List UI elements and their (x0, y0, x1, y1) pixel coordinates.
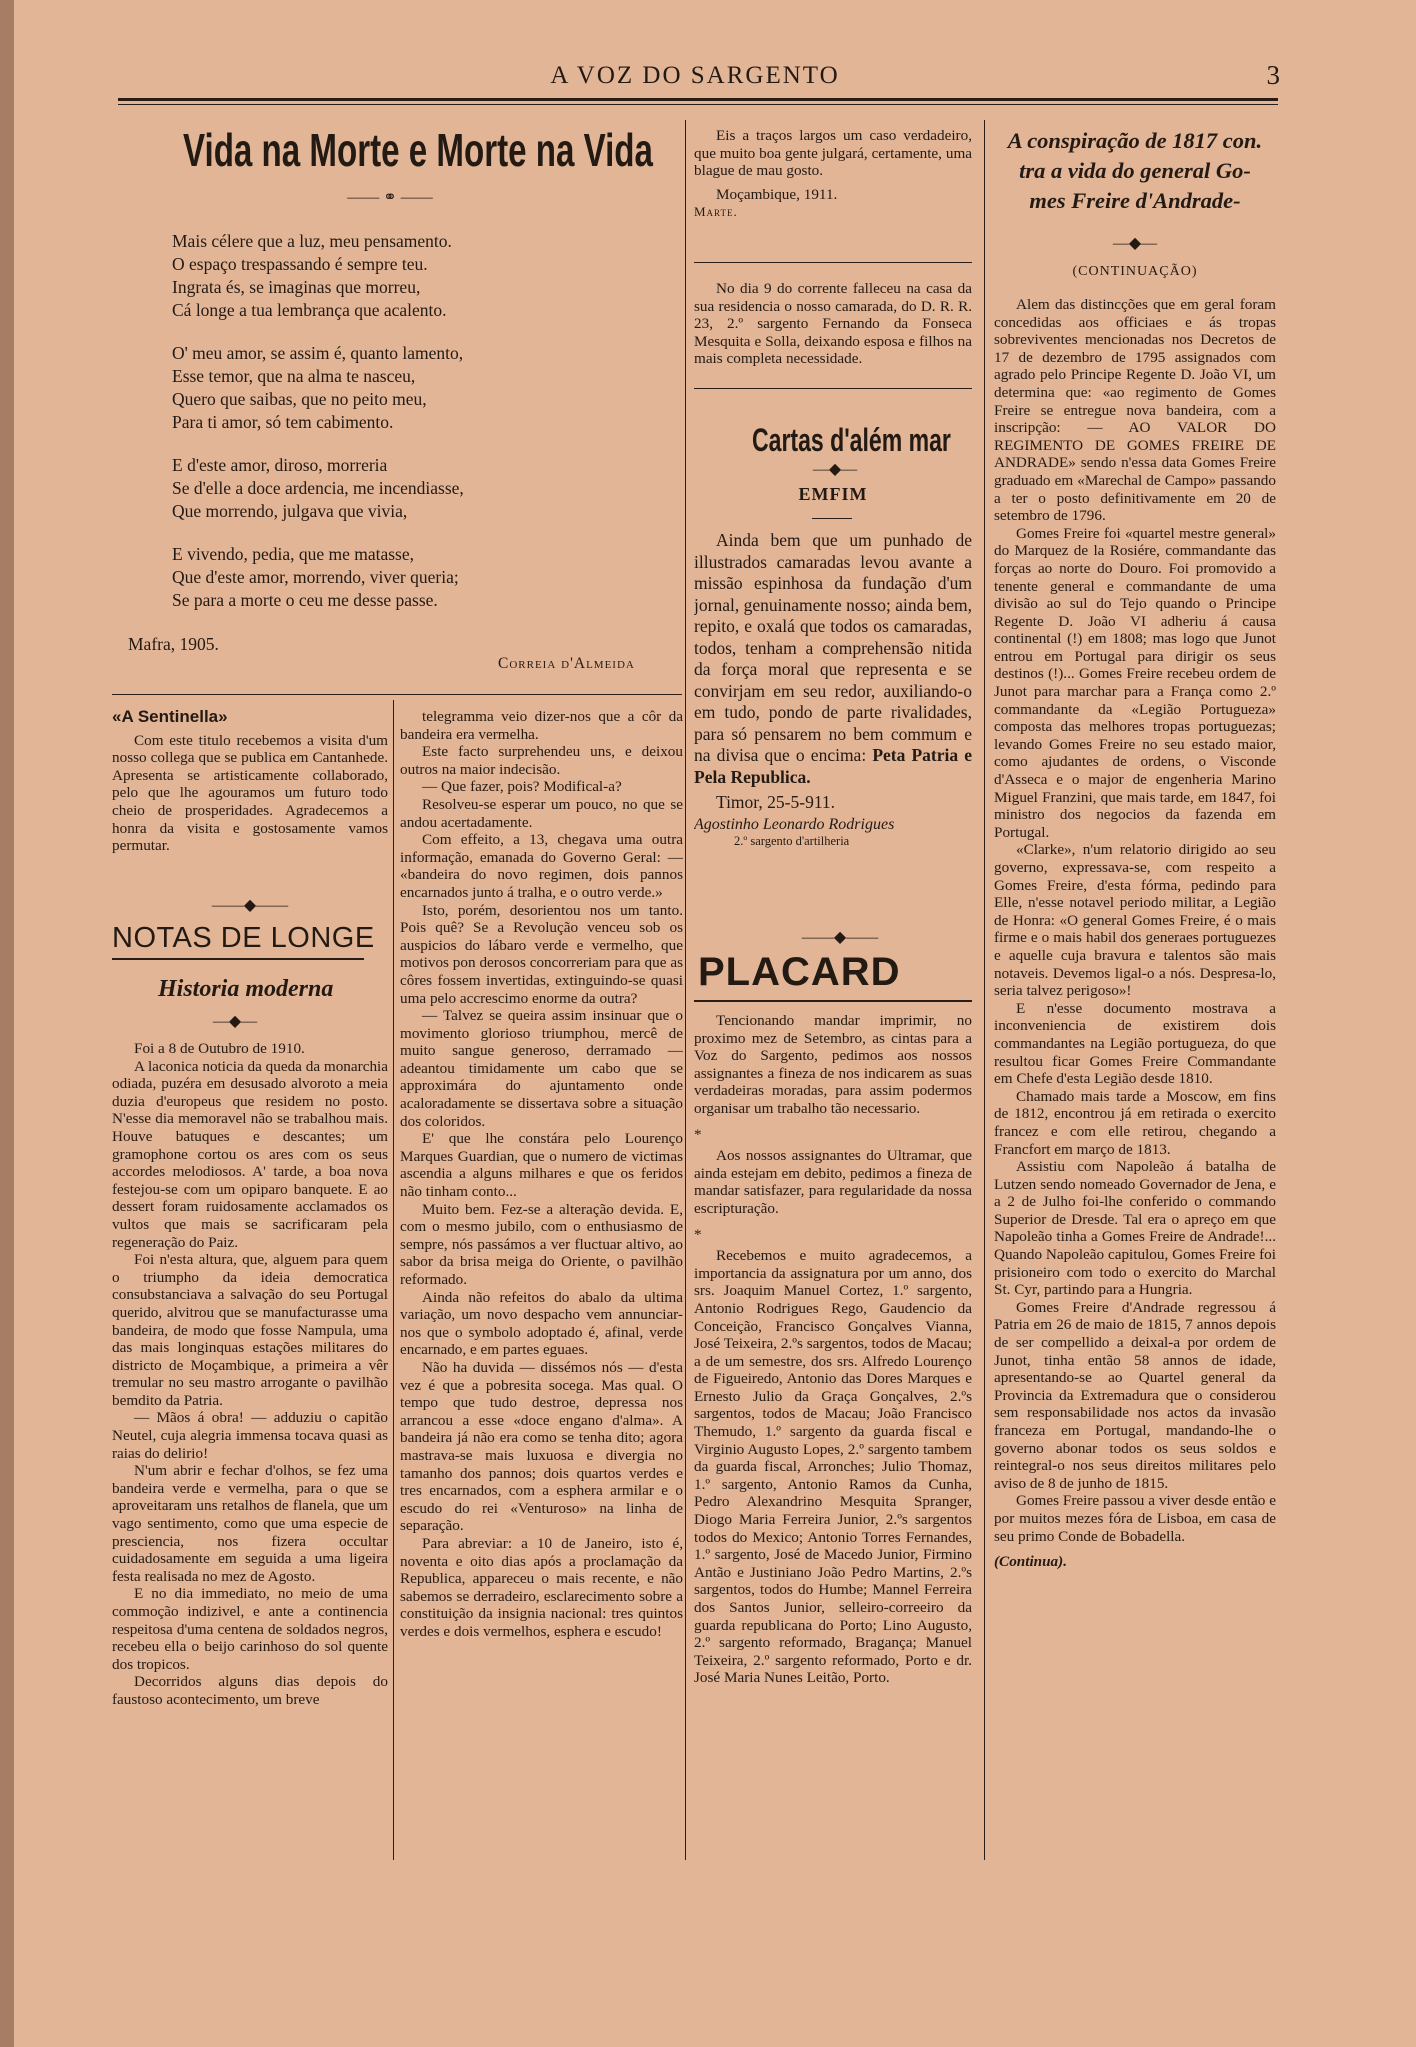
poem-line: Para ti amor, só tem cabimento. (172, 412, 394, 432)
notas-paragraph: — Que fazer, pois? Modifical-a? (422, 778, 622, 796)
notas-column-b (400, 708, 683, 1640)
notas-paragraph: telegramma veio dizer-nos que a côr da bandeira era vermelha. (400, 708, 683, 743)
obituary (694, 280, 972, 368)
conspiracao-body (994, 296, 1276, 1856)
placard-star-2: * (694, 1225, 702, 1243)
cartas-subtitle: EMFIM (798, 484, 868, 504)
placard-paragraph-1: Tencionando mandar imprimir, no proximo mez de Setembro, as cintas para a Voz do Sargento, pedimos aos nossos assignantes a fineza de nos indicarem as suas verdadeiras moradas, para assim podermos organisar um trabalho tão necessario. (694, 1012, 972, 1117)
cartas-place-date: Timor, 25-5-911. (716, 792, 836, 812)
cartas-author: Agostinho Leonardo Rodrigues (694, 815, 895, 833)
notas-paragraph: Foi a 8 de Outubro de 1910. (134, 1040, 305, 1057)
notas-paragraph: Não ha duvida — dissémos nós — d'esta vez é que a pobresita socega. Mas qual. O tempo que tudo destroe, depressa nos arrancou a esse «doce engano d'alma». A bandeira já não era como se tenha dito; agora mastrava-se mais luxuosa e divergia no tamanho dos pannos; dois quartos verdes e tres encarnados, com a esphera armilar e o escudo do rei «Venturoso» na linha de separação. (400, 1358, 683, 1535)
page-edge-shadow (0, 0, 14, 2047)
notas-paragraph: Decorridos alguns dias depois do faustoso acontecimento, um breve (112, 1673, 388, 1708)
cartas-ornament: —◆— (812, 461, 858, 478)
notas-paragraph: N'um abrir e fechar d'olhos, se fez uma bandeira verde e vermelha, para o que se aproveitaram uns retalhos de flanela, que um vago sentimento, como que uma especie de presciencia, nos fizera occultar cuidadosamente em seguida a uma ligeira festa realisada no mez de Agosto. (112, 1462, 388, 1585)
poem-line: Esse temor, que na alma te nasceu, (172, 366, 416, 386)
conspiracao-paragraph: Gomes Freire d'Andrade regressou á Patria em 26 de maio de 1815, 7 annos depois de ser compellido a deixal-a por ordem de Junot, tinha então 58 annos de idade, apresentando-se ao Quartel general da Provincia da Extremadura que o considerou sem responsabilidade nos actos da invasão franceza em Portugal, mandando-lhe o governo abonar todos os seus soldos e reintegral-o nos seus direitos militares pelo aviso de 8 de junho de 1815. (994, 1298, 1276, 1492)
poem-line: O' meu amor, se assim é, quanto lamento, (172, 343, 464, 363)
placard-body (694, 1012, 972, 1687)
poem-line: Mais célere que a luz, meu pensamento. (172, 231, 452, 251)
short-rule (812, 518, 852, 519)
column-divider (685, 120, 686, 1860)
poem-line: E d'este amor, diroso, morreria (172, 455, 388, 475)
conspiracao-paragraph: Assistiu com Napoleão á batalha de Lutzen sendo nomeado Governador de Jena, e a 2 de Julho foi-lhe conferido o commando Superior de Dresde. Tal era o apreço em que Napoleão tinha a Gomes Freire de Andrade!... Quando Napoleão capitulou, Gomes Freire foi prisioneiro com todo o exercito do Marchal St. Cyr, partindo para a Hungria. (994, 1158, 1276, 1299)
poem-title: Vida na Morte e Morte na Vida (183, 124, 653, 176)
page-number: 3 (1266, 60, 1280, 90)
placard-star-1: * (694, 1125, 702, 1143)
poem-line: Quero que saibas, que no peito meu, (172, 389, 427, 409)
conspiracao-paragraph: Gomes Freire passou a viver desde então e por muitos mezes fóra de Lisboa, em casa de seu primo Conde de Bobadella. (994, 1492, 1276, 1545)
placard-paragraph-3: Recebemos e muito agradecemos, a importancia da assignatura por um anno, dos srs. Joaquim Manuel Cortez, 1.º sargento, Antonio Rodrigues Rego, Gaudencio da Conceição, Francisco Gonçalves Vianna, José Teixeira, 2.ºs sargentos, todos de Macau; a de um semestre, dos srs. Alfredo Lourenço de Figueiredo, Antonio das Dores Marques e Ernesto Julio da Graça Gonçalves, 2.ºs sargentos, todos de Macau; João Francisco Themudo, 1.º sargento da guarda fiscal e Virginio Augusto Lopes, 2.º sargento tambem da guarda fiscal, Arronches; Julio Thomaz, 1.º sargento, Antonio Ramos da Cunha, Pedro Alexandrino Mesquita Spranger, Diogo Maria Ferreira Junior, 2.ºs sargentos todos do Mexico; Antonio Torres Fernandes, 1.º sargento, José de Macedo Junior, Firmino Antão e Justiniano João Pedro Martins, 2.ºs sargentos, todos do Humbe; Mannel Ferreira dos Santos Junior, selleiro-correeiro da guarda republicana do Porto; Lino Augusto, 2.º sargento reformado, Bragança; Manuel Teixeira, 2.º sargento reformado, Porto e dr. José Maria Nunes Leitão, Porto. (694, 1247, 972, 1687)
obituary-text: No dia 9 do corrente falleceu na casa da sua residencia o nosso camarada, do D. R. R. 23, 2.º sargento Fernando da Fonseca Mesquita e Solla, deixando esposa e filhos na mais completa necessidade. (694, 280, 972, 368)
notas-paragraph: Ainda não refeitos do abalo da ultima variação, um novo despacho vem annunciar-nos que o symbolo adoptado é, afinal, verde encarnado, e em partes eguaes. (400, 1288, 683, 1359)
placard-rule (694, 1000, 972, 1002)
notas-paragraph: A laconica noticia da queda da monarchia odiada, puzéra em desusado alvoroto a meia duzia d'europeus que residem no posto. N'esse dia memoravel não se trabalhou mais. Houve batuques e descantes; um gramophone cortou os ares com os seus accordes melodiosos. A' tarde, a boa nova festejou-se com um opiparo banquete. E ao dessert foram ruidosamente acclamados os vultos que mais se sacrificaram pela regeneração do Paiz. (112, 1057, 388, 1251)
poem-author: Correia d'Almeida (498, 655, 635, 672)
column-divider (393, 700, 394, 1860)
notas-paragraph: Isto, porém, desorientou nos um tanto. Pois quê? Se a Revolução venceu sob os auspicios do lábaro verde e vermelho, que motivos pon derosos concorreriam para que as côres fossem invertidas, extinguindo-se quasi uma pelo accrescimo enorme da outra? (400, 901, 683, 1007)
notas-ornament: —◆— (212, 1013, 258, 1030)
notas-paragraph: — Mãos á obra! — adduziu o capitão Neutel, cuja alegria immensa tocava quasi as raias do delirio! (112, 1409, 388, 1462)
sentinella-ornament: ——◆—— (211, 897, 289, 914)
cartas-text: Ainda bem que um punhado de illustrados camaradas levou avante a missão espinhosa da fundação d'um jornal, genuinamente nosso; ainda bem, repito, e oxalá que todos os camaradas, todos, tenham a comprehensão nitida da força moral que representa e se convirjam em seu redor, auxiliando-o em tudo, pondo de parte rivalidades, para só pensarem no bem commum e na divisa que o encima: Peta Patria e Pela Republica. (694, 530, 972, 787)
header-rule (118, 98, 1278, 101)
continua-label: (Continua). (994, 1553, 1068, 1571)
conspiracao-paragraph: «Clarke», n'um relatorio dirigido ao seu governo, expressava-se, com respeito a Gomes Freire, d'esta fórma, pedindo para Elle, n'esse notavel periodo militar, a Legião de Honra: «O general Gomes Freire, é o mais firme e o mais habil dos generaes portuguezes e aquelle cuja bravura e talentos são mais notaveis. Devemos ligal-o a nós. Despresa-lo, seria talvez perigoso»! (994, 841, 1276, 1000)
notas-paragraph: E no dia immediato, no meio de uma commoção indizivel, e ante a continencia respeitosa d'uma centena de soldados negros, recebeu ella o beijo carinhoso do sol quente dos tropicos. (112, 1585, 388, 1673)
story-ending (694, 127, 972, 221)
section-rule (694, 262, 972, 263)
section-rule (694, 388, 972, 389)
poem-stanza (172, 454, 672, 523)
cartas-author-rank: 2.º sargento d'artilheria (734, 834, 850, 849)
cartas-title: Cartas d'além mar (752, 422, 951, 458)
notas-subtitle: Historia moderna (158, 976, 334, 1002)
notas-paragraph: Muito bem. Fez-se a alteração devida. E, com o mesmo jubilo, com o enthusiasmo de sempre, nós passámos a ver fluctuar altivo, ao sabor da brisa meiga do Oriente, o pavilhão reformado. (400, 1200, 683, 1288)
notas-rule (112, 958, 364, 960)
cartas-motto: Peta Patria e Pela Republica. (694, 745, 972, 787)
poem-line: E vivendo, pedia, que me matasse, (172, 544, 415, 564)
poem-body (172, 230, 672, 632)
story-signature: Marte. (694, 204, 738, 220)
placard-title: PLACARD (698, 950, 901, 994)
newspaper-title: A VOZ DO SARGENTO (550, 62, 840, 89)
column-divider (984, 120, 985, 1860)
poem-line: Ingrata és, se imaginas que morreu, (172, 277, 421, 297)
notas-paragraph: Com effeito, a 13, chegava uma outra informação, emanada do Governo Geral: — «bandeira do novo regimen, dois pannos encarnados junto á tralha, e o outro verde.» (400, 831, 683, 901)
conspiracao-ornament: —◆— (1112, 235, 1158, 252)
conspiracao-title-line-2: tra a vida do general Go- (1019, 158, 1251, 183)
notas-paragraph: — Talvez se queira assim insinuar que o movimento glorioso triumphou, mercê de muito sangue generoso, derramado — adeantou timidamente um cabo que se approximára do ajuntamento onde acaloradamente se dissertava sobre a situação dos coloridos. (400, 1007, 683, 1130)
notas-paragraph: Foi n'esta altura, que, alguem para quem o triumpho da ideia democratica consubstanciava a salvação do seu Portugal querido, alvitrou que se manufacturasse uma bandeira, de modo que fosse Nampula, uma das mais longinquas estações militares do districto de Moçambique, a primeira a vêr tremular no seu mastro arrogante o pavilhão bemdito da Patria. (112, 1251, 388, 1409)
conspiracao-paragraph: Gomes Freire foi «quartel mestre general» do Marquez de la Rosiére, commandante das forças ao norte do Douro. Foi promovido a tenente general e commandante de uma divisão ao sul do Tejo quando o Principe Regente D. João VI adheriu á causa continental (!) em 1808; mas logo que Junot entrou em Portugal para dirigir os seus destinos (!)... Gomes Freire recebeu ordem de Junot para marchar para a França como 2.º commandante da «Legião Portugueza» composta das melhores tropas portuguezas; levando Gomes Freire no seu estado maior, como ajudantes de ordens, o Visconde d'Asseca e o major de engenheria Marino Miguel Franzini, que mais tarde, em 1847, foi ministro dos negocios da fazenda em Portugal. (994, 524, 1276, 841)
poem-line: Se para a morte o ceu me desse passe. (172, 590, 438, 610)
conspiracao-paragraph: Alem das distincções que em geral foram concedidas aos officiaes e ás tropas sobreviventes mencionadas nos Decretos de 17 de dezembro de 1795 assignados com agrado pelo Principe Regente D. João VI, um determina que: «ao regimento de Gomes Freire se entregue nova bandeira, com a inscripção: — AO VALOR DO REGIMENTO DE GOMES FREIRE DE ANDRADE» sendo n'essa data Gomes Freire graduado em «Marechal de Campo» passando a ter o posto definitivamente em 20 de setembro de 1796. (994, 296, 1276, 525)
notas-paragraph: Para abreviar: a 10 de Janeiro, isto é, noventa e oito dias após a proclamação da Republica, appareceu o mais recente, e não sabemos se derradeiro, esclarecimento sobre a constituição da insignia nacional: tres quintos verdes e dois vermelhos, esphera e escudo! (400, 1534, 683, 1640)
placard-paragraph-2: Aos nossos assignantes do Ultramar, que ainda estejam em debito, pedimos a fineza de mandar satisfazer, para regularidade da nossa escripturação. (694, 1147, 972, 1217)
sentinella-text: Com este titulo recebemos a visita d'um nosso collega que se publica em Cantanhede. Apresenta se artisticamente collaborado, pelo que lhe agouramos um futuro todo cheio de prosperidades. Agradecemos a honra da visita e gostosamente vamos permutar. (112, 731, 388, 855)
story-place-date: Moçambique, 1911. (716, 185, 838, 203)
poem-line: O espaço trespassando é sempre teu. (172, 254, 428, 274)
poem-line: Que morrendo, julgava que vivia, (172, 501, 408, 521)
sentinella-title: «A Sentinella» (112, 708, 228, 726)
poem-stanza (172, 543, 672, 612)
notas-title: NOTAS DE LONGE (112, 922, 375, 954)
poem-line: Que d'este amor, morrendo, viver queria; (172, 567, 459, 587)
conspiracao-continuacao: (CONTINUAÇÃO) (1072, 264, 1198, 279)
notas-column-a (112, 1040, 388, 1709)
poem-line: Se d'elle a doce ardencia, me incendiasse, (172, 478, 464, 498)
section-rule (112, 694, 682, 695)
poem-stanza (172, 342, 672, 434)
poem-place-date: Mafra, 1905. (128, 634, 219, 654)
notas-paragraph: Este facto surprehendeu uns, e deixou outros na maior indecisão. (400, 743, 683, 778)
conspiracao-paragraph: E n'esse documento mostrava a inconveniencia de existirem dois commandantes na Legião portugueza, do que resultou ficar Gomes Freire Commandante em Chefe d'esta Legião desde 1810. (994, 999, 1276, 1088)
sentinella-article (112, 708, 388, 855)
notas-paragraph: E' que lhe constára pelo Lourenço Marques Guardian, que o numero de victimas ascendia a alguns milhares e que os feridos não tinham conto... (400, 1130, 683, 1201)
story-ending-text: Eis a traços largos um caso verdadeiro, que muito boa gente julgará, certamente, uma blague de mau gosto. (694, 127, 972, 180)
poem-ornament: —— ⚭ —— (347, 189, 433, 206)
conspiracao-title-line-3: mes Freire d'Andrade- (1029, 188, 1241, 213)
poem-line: Cá longe a tua lembrança que acalento. (172, 300, 447, 320)
conspiracao-title (994, 126, 1276, 216)
header-rule-thin (118, 104, 1278, 105)
poem-stanza (172, 230, 672, 322)
page-header (110, 62, 1280, 92)
notas-paragraph: Resolveu-se esperar um pouco, no que se andou acertadamente. (400, 795, 683, 831)
cartas-body (694, 530, 972, 851)
conspiracao-paragraph: Chamado mais tarde a Moscow, em fins de 1812, encontrou já em retirada o exercito francez e com elle retirou, chegando a Francfort em março de 1813. (994, 1087, 1276, 1158)
placard-ornament: ——◆—— (801, 929, 879, 946)
conspiracao-title-line-1: A conspiração de 1817 con. (1007, 128, 1263, 153)
